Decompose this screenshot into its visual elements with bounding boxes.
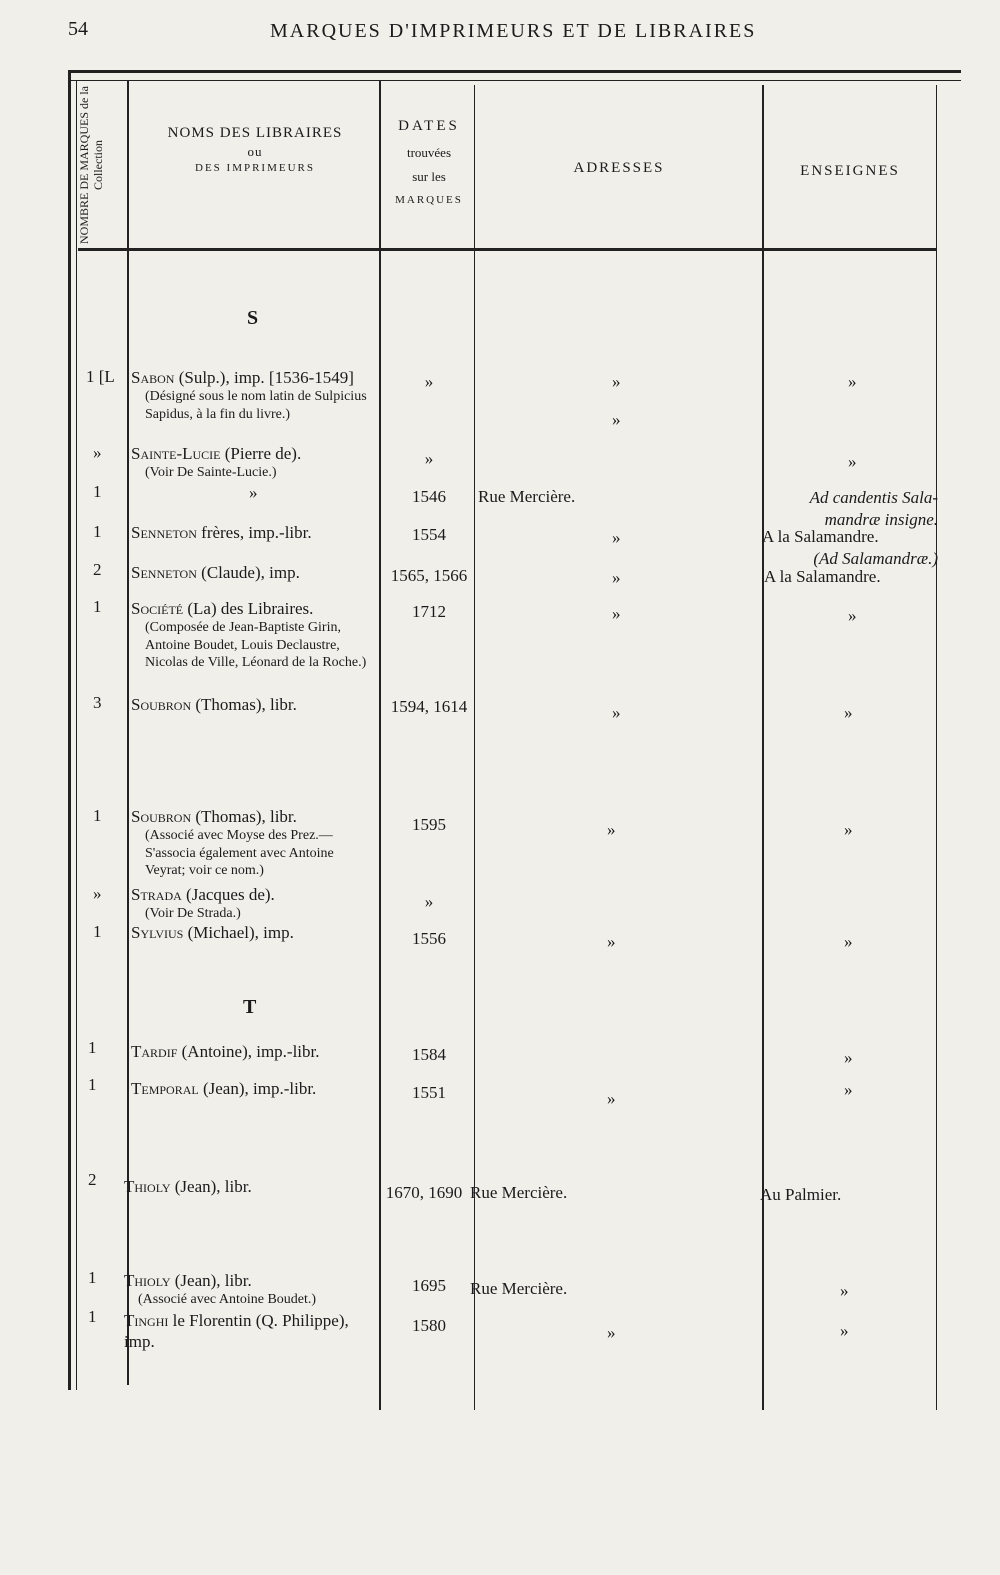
row-sign: A la Salamandre. [764, 567, 881, 586]
row-count: 3 [93, 693, 102, 712]
row-count: 1 [88, 1038, 97, 1057]
name-rest: (La) des Libraires. [183, 599, 314, 618]
row-count: » [93, 443, 102, 462]
row-sign: » [844, 820, 853, 839]
name-note: (Associé avec Antoine Boudet.) [138, 1292, 317, 1308]
name-rest: (Claude), imp. [196, 563, 300, 582]
row-address: » [607, 1323, 616, 1342]
row-name [131, 1041, 377, 1062]
name-rest: frères, imp.-libr. [196, 523, 312, 542]
row-address: » [607, 1089, 616, 1108]
row-address: » [612, 568, 621, 587]
row-address-extra: » [612, 410, 621, 429]
column-rule-5 [936, 85, 937, 1410]
name-rest: (Jean), libr. [170, 1271, 252, 1290]
left-border-inner [76, 80, 77, 1390]
count-column-label: NOMBRE DE MARQUES de la Collection [77, 86, 105, 244]
section-letter-t: T [243, 996, 257, 1018]
sign-line: (Ad Salamandræ.) [813, 548, 938, 568]
name-small-caps: Tardif [131, 1042, 178, 1061]
row-count: 2 [88, 1170, 97, 1189]
name-note: (Composée de Jean-Baptiste Girin, Antoine Boudet, Louis Declaustre, Nicolas de Ville, Léonard de la Roche.) [145, 620, 367, 671]
dates-header-line3: sur les [412, 169, 446, 185]
name-small-caps: Sylvius [131, 923, 184, 942]
dates-header-line4: MARQUES [395, 193, 463, 206]
name-rest: (Thomas), libr. [191, 695, 297, 714]
name-note: (Associé avec Moyse des Prez.— S'associa également avec Antoine Veyrat; voir ce nom.) [145, 828, 334, 879]
row-sign: » [844, 932, 853, 951]
row-address: Rue Mercière. [470, 1279, 568, 1298]
names-header-line3: DES IMPRIMEURS [195, 161, 315, 174]
row-sign: » [844, 703, 853, 722]
row-name [131, 922, 377, 943]
addresses-column-header: ADRESSES [573, 160, 665, 176]
name-note: (Désigné sous le nom latin de Sulpicius Sapidus, à la fin du livre.) [145, 389, 367, 422]
row-count: 1 [93, 482, 102, 501]
sign-line: Ad candentis Sala- [809, 488, 938, 507]
name-rest: (Antoine), imp.-libr. [177, 1042, 320, 1061]
signs-column-header: ENSEIGNES [800, 163, 900, 179]
sign-line: mandræ insigne. [824, 509, 938, 529]
row-count: 1 [93, 806, 102, 825]
names-header-line1: NOMS DES LIBRAIRES [167, 125, 343, 141]
row-date: 1670, 1690 [385, 1183, 463, 1202]
row-count: 1 [93, 922, 102, 941]
row-date: 1580 [412, 1316, 446, 1335]
row-name [131, 562, 377, 583]
row-address: » [607, 932, 616, 951]
name-small-caps: Tinghi [124, 1311, 169, 1330]
row-count: » [93, 884, 102, 903]
dates-header-line1: DATES [398, 118, 460, 134]
name-rest: (Thomas), libr. [191, 807, 297, 826]
count-column-header [78, 85, 128, 245]
name-note: (Voir De Sainte-Lucie.) [145, 465, 277, 481]
row-date: 1565, 1566 [390, 566, 468, 585]
row-name [131, 806, 377, 880]
row-name [131, 694, 377, 715]
names-header-line2: ou [247, 144, 263, 160]
row-address: » [612, 528, 621, 547]
row-address: » [607, 820, 616, 839]
row-name [124, 1310, 370, 1353]
name-small-caps: Sainte-Lucie [131, 444, 221, 463]
row-date: 1584 [412, 1045, 446, 1064]
row-count: 1 [L [86, 367, 115, 386]
column-rule-3 [474, 85, 475, 1410]
names-column-header [135, 123, 375, 176]
row-date: 1712 [412, 602, 446, 621]
name-small-caps: Société [131, 599, 184, 618]
table-top-rule [68, 70, 961, 73]
row-date: 1546 [412, 487, 446, 506]
name-small-caps: Soubron [131, 807, 192, 826]
row-name [131, 598, 377, 672]
row-address: Rue Mercière. [470, 1183, 568, 1202]
name-rest: » [249, 483, 258, 502]
row-address: Rue Mercière. [478, 487, 576, 506]
row-count: 1 [88, 1307, 97, 1326]
name-rest: (Jean), libr. [170, 1177, 252, 1196]
row-name [131, 367, 377, 423]
name-small-caps: Thioly [124, 1271, 171, 1290]
row-sign: » [844, 1048, 853, 1067]
name-rest: le Florentin (Q. Philippe), imp. [124, 1311, 349, 1352]
name-small-caps: Senneton [131, 523, 197, 542]
name-rest: (Sulp.), imp. [1536-1549] [174, 368, 354, 387]
row-sign [762, 487, 938, 530]
row-name [131, 482, 377, 503]
row-date: 1695 [412, 1276, 446, 1295]
dates-header-line2: trouvées [406, 144, 452, 160]
name-small-caps: Thioly [124, 1177, 171, 1196]
row-name [124, 1176, 370, 1197]
row-sign [762, 526, 938, 569]
column-rule-4 [762, 85, 764, 1410]
row-name [131, 522, 377, 543]
name-rest: (Jacques de). [181, 885, 275, 904]
dates-column-header [382, 112, 476, 211]
row-date: 1594, 1614 [390, 697, 468, 716]
name-small-caps: Senneton [131, 563, 197, 582]
sign-line: A la Salamandre. [762, 527, 879, 546]
page-number: 54 [68, 18, 88, 40]
row-address: » [612, 604, 621, 623]
row-address: » [612, 372, 621, 391]
section-letter-s: S [247, 307, 259, 329]
row-sign: » [840, 1281, 849, 1300]
row-name [131, 443, 377, 482]
row-date: 1556 [412, 929, 446, 948]
row-name [131, 884, 377, 923]
row-date: » [424, 892, 434, 911]
header-bottom-rule [78, 248, 936, 251]
row-count: 1 [88, 1268, 97, 1287]
row-date: 1554 [412, 525, 446, 544]
name-small-caps: Strada [131, 885, 182, 904]
row-sign: » [844, 1080, 853, 1099]
name-rest: (Michael), imp. [183, 923, 294, 942]
name-rest: (Jean), imp.-libr. [198, 1079, 317, 1098]
name-small-caps: Sabon [131, 368, 175, 387]
row-sign: » [840, 1321, 849, 1340]
row-name [131, 1078, 377, 1099]
name-small-caps: Soubron [131, 695, 192, 714]
row-sign: » [848, 606, 857, 625]
row-address: » [612, 703, 621, 722]
row-sign: Au Palmier. [760, 1185, 842, 1204]
row-date: » [424, 449, 434, 468]
row-count: 1 [93, 522, 102, 541]
row-date: 1551 [412, 1083, 446, 1102]
running-title: MARQUES D'IMPRIMEURS ET DE LIBRAIRES [270, 20, 757, 42]
name-rest: (Pierre de). [220, 444, 302, 463]
row-date: » [424, 372, 434, 391]
left-border [68, 70, 71, 1390]
row-sign: » [848, 372, 857, 391]
row-name [124, 1270, 370, 1309]
column-rule-2 [379, 80, 381, 1410]
row-count: 1 [93, 597, 102, 616]
name-small-caps: Temporal [131, 1079, 199, 1098]
row-count: 2 [93, 560, 102, 579]
row-count: 1 [88, 1075, 97, 1094]
row-date: 1595 [412, 815, 446, 834]
row-sign: » [848, 452, 857, 471]
table-top-rule-2 [68, 80, 961, 81]
name-note: (Voir De Strada.) [145, 906, 241, 922]
